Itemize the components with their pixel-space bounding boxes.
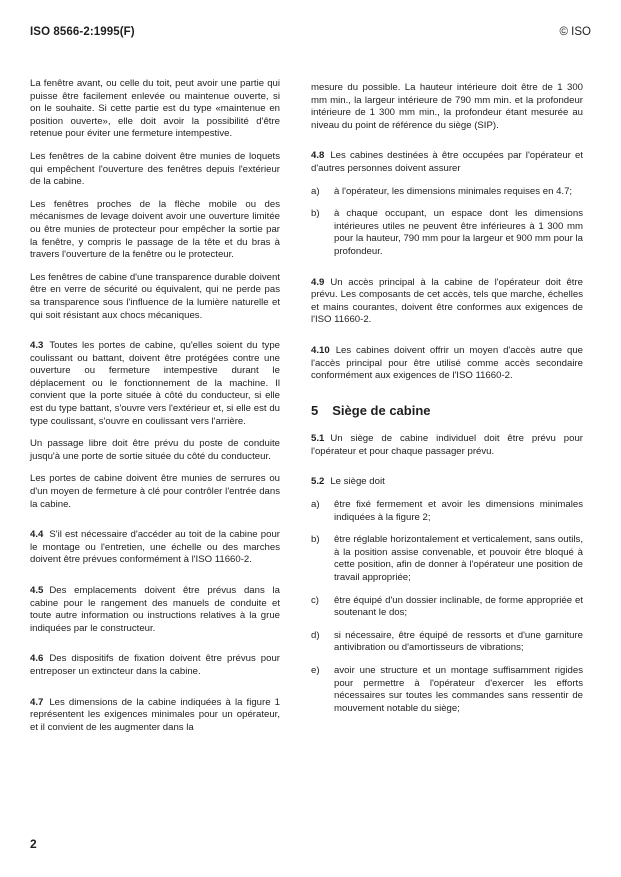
clause-number: 4.9 <box>311 276 325 288</box>
clause-number: 5.2 <box>311 476 325 488</box>
paragraph-door-locks: Les portes de cabine doivent être munies de serrures ou d'un moyen de fermeture à clé pour contrôler l'entrée dans la cabine. <box>30 473 280 510</box>
clause-4-4 <box>30 529 280 567</box>
paragraph-free-passage: Un passage libre doit être prévu du poste de conduite jusqu'à une porte de sortie située du côté du conducteur. <box>30 438 280 462</box>
page-number: 2 <box>30 837 37 851</box>
clause-number: 4.7 <box>30 696 44 708</box>
list-label: d) <box>311 629 320 641</box>
paragraph-window-protection: Les fenêtres proches de la flèche mobile ou des mécanismes de levage doivent avoir une ouverture limitée ou être munies de protecteur pour empêcher la sortie par la fenêtre, y compris le passage de la tête et du bras à travers l'ouverture de la fenêtre ou le protecteur. <box>30 198 280 261</box>
clause-text: Toutes les portes de cabine, qu'elles soient du type coulissant ou battant, doivent être protégées contre une ouverture ou fermeture intempestive durant le déplacement ou le fonctionnement de la machine. Il convient que la porte située à côté du conducteur, si elle est du type battant, s'ouvre vers l'extérieur et, si elle est du type coulissant, s'ouvre en coulissant vers l'arrière. <box>30 340 280 427</box>
list-text: si nécessaire, être équipé de ressorts et d'une garniture antivibration ou d'amortisseurs de vibrations; <box>334 629 583 654</box>
clause-number: 4.8 <box>311 150 325 162</box>
clause-text: Un siège de cabine individuel doit être prévu pour l'opérateur et pour chaque passager prévu. <box>311 433 583 457</box>
list-text: être équipé d'un dossier inclinable, de forme appropriée et soutenant le dos; <box>334 594 583 619</box>
list-label: b) <box>311 534 320 546</box>
clause-4-7 <box>30 697 280 735</box>
list-item <box>311 665 583 715</box>
clause-4-8 <box>311 150 583 175</box>
clause-text: Les cabines doivent offrir un moyen d'accès autre que l'accès principal pour être utilisé comme accès secondaire conformément aux exigences de l'ISO 11660-2. <box>311 344 583 382</box>
clause-4-6 <box>30 653 280 678</box>
list-item <box>311 595 583 620</box>
clause-text: Des emplacements doivent être prévus dans la cabine pour le rangement des manuels de conduite et toute autre information ou instructions relatives à la grue indiquées par le constructeur. <box>30 585 280 634</box>
clause-text: Les cabines destinées à être occupées par l'opérateur et d'autres personnes doivent assurer <box>311 150 583 174</box>
clause-5-1 <box>311 433 583 458</box>
paragraph-window-latches: Les fenêtres de la cabine doivent être munies de loquets qui empêchent l'ouverture des fenêtres depuis l'extérieur de la cabine. <box>30 150 280 188</box>
section-number: 5 <box>311 402 319 418</box>
list-item <box>311 499 583 524</box>
clause-number: 4.5 <box>30 585 44 596</box>
clause-5-2 <box>311 476 583 489</box>
clause-text: Le siège doit <box>330 476 385 488</box>
list-label: b) <box>311 208 320 220</box>
list-label: e) <box>311 665 320 676</box>
list-text: être fixé fermement et avoir les dimensions minimales indiquées à la figure 2; <box>334 499 583 523</box>
clause-text: Des dispositifs de fixation doivent être prévus pour entreposer un extincteur dans la cabine. <box>30 653 280 677</box>
list-item <box>311 208 583 258</box>
clause-4-3 <box>30 340 280 428</box>
paragraph-safety-glass: Les fenêtres de cabine d'une transparence durable doivent être en verre de sécurité ou équivalent, qui ne perde pas sa transparence sous l'influence de la lumière naturelle et qui soit résistant aux chocs mécaniques. <box>30 271 280 321</box>
list-item <box>311 534 583 584</box>
list-text: être réglable horizontalement et verticalement, sans outils, à la position assise convenable, et pouvoir être bloqué à cette position, afin de donner à l'opérateur une position de travail appropriée; <box>334 534 583 584</box>
list-text: avoir une structure et un montage suffisamment rigides pour permettre à l'opérateur d'exercer les efforts nécessaires sur toutes les commandes sans ressentir de mouvement notable du siège; <box>334 665 583 714</box>
list-text: à l'opérateur, les dimensions minimales requises en 4.7; <box>334 185 573 197</box>
clause-number: 4.6 <box>30 653 44 665</box>
clause-4-9 <box>311 277 583 327</box>
section-title: Siège de cabine <box>332 402 431 418</box>
list-item <box>311 186 583 199</box>
copyright-mark: © ISO <box>559 26 591 38</box>
list-label: a) <box>311 185 320 197</box>
clause-number: 4.10 <box>311 344 330 356</box>
clause-4-5 <box>30 585 280 635</box>
right-column <box>311 82 583 725</box>
clause-4-10 <box>311 345 583 383</box>
left-column <box>30 78 280 744</box>
document-standard-id: ISO 8566-2:1995(F) <box>30 26 135 38</box>
paragraph-cabin-dimensions: mesure du possible. La hauteur intérieure doit être de 1 300 mm min., la largeur intérieure de 790 mm min. et la profondeur intérieure de 1 300 mm min., la profondeur étant mesurée au niveau du point de référence du siège (SIP). <box>311 82 583 131</box>
clause-text: Les dimensions de la cabine indiquées à la figure 1 représentent les exigences minimales pour un opérateur, et il convient de les augmenter dans la <box>30 696 280 733</box>
section-heading-5 <box>311 402 583 418</box>
clause-number: 5.1 <box>311 433 325 445</box>
clause-text: Un accès principal à la cabine de l'opérateur doit être prévu. Les composants de cet accès, tels que marche, échelles et mains courantes, doivent être conformes aux exigences de l'ISO 11660-2. <box>311 276 583 326</box>
list-item <box>311 630 583 655</box>
paragraph-front-window: La fenêtre avant, ou celle du toit, peut avoir une partie qui puisse être facilement enlevée ou maintenue ouverte, si on le souhaite. Si cette partie est du type «maintenue en position ouverte», elle doit avoir la possibilité d'être retenue pour éviter une fermeture intempestive. <box>30 78 280 140</box>
list-label: a) <box>311 499 320 511</box>
clause-number: 4.4 <box>30 529 44 541</box>
clause-text: S'il est nécessaire d'accéder au toit de la cabine pour le montage ou l'entretien, une échelle ou des marches doivent être prévues conformément à l'ISO 11660-2. <box>30 529 280 566</box>
list-label: c) <box>311 594 319 606</box>
clause-number: 4.3 <box>30 340 44 352</box>
list-text: à chaque occupant, un espace dont les dimensions intérieures utiles ne peuvent être inférieures à 1 300 mm pour la hauteur, 790 mm pour la largeur et 900 mm pour la profondeur. <box>334 208 583 257</box>
